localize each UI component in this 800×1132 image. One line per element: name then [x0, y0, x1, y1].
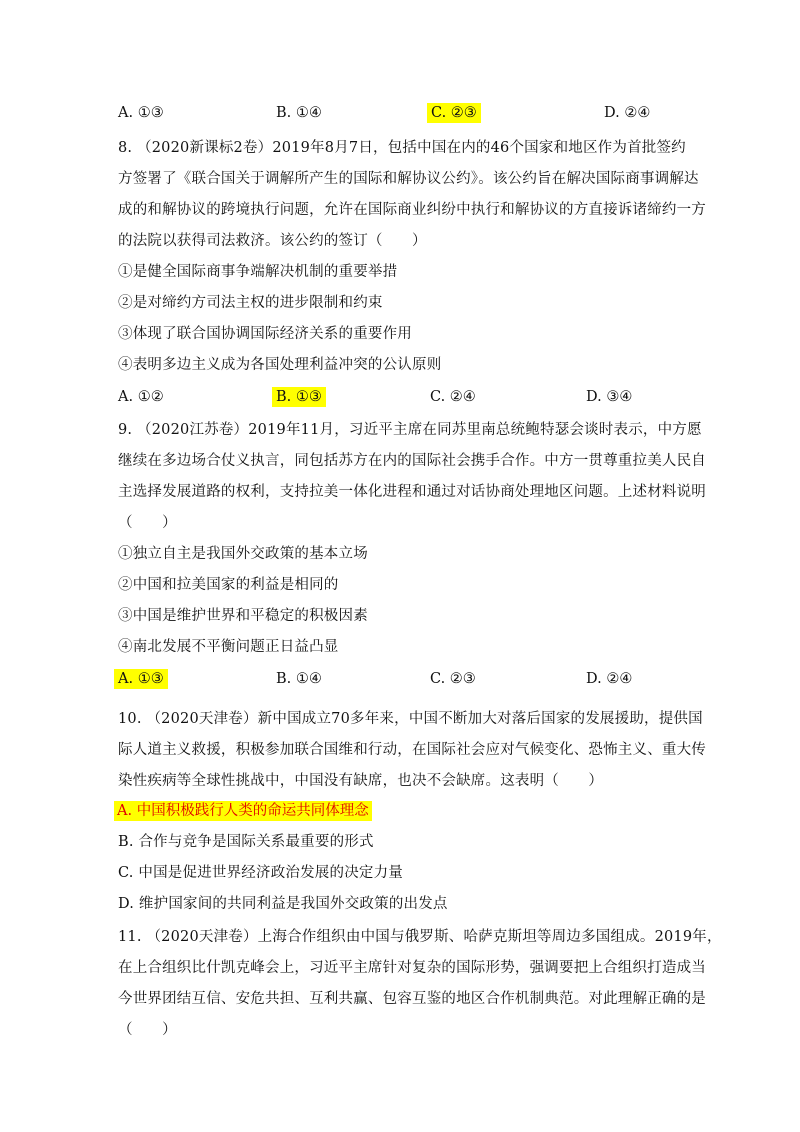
- q9-statement-1: ①独立自主是我国外交政策的基本立场: [118, 546, 368, 562]
- q10-stem-line-2: 际人道主义救援，积极参加联合国维和行动，在国际社会应对气候变化、恐怖主义、重大传: [118, 742, 706, 758]
- q9-stem-line-2: 继续在多边场合仗义执言，同包括苏方在内的国际社会携手合作。中方一贯尊重拉美人民自: [118, 453, 706, 469]
- q9-stem-line-4: （ ）: [118, 515, 177, 531]
- q8-option-b-highlighted: B. ①③: [272, 387, 326, 407]
- q8-statement-4: ④表明多边主义成为各国处理利益冲突的公认原则: [118, 357, 442, 373]
- q11-stem-line-4: （ ）: [118, 1022, 177, 1038]
- q11-stem-line-3: 今世界团结互信、安危共担、互利共赢、包容互鉴的地区合作机制典范。对此理解正确的是: [118, 991, 706, 1007]
- q7-option-a: A. ①③: [118, 105, 164, 121]
- q9-option-a-highlighted: A. ①③: [114, 669, 168, 689]
- q10-stem-line-1: 10. （2020天津卷）新中国成立70多年来，中国不断加大对落后国家的发展援助，提供国: [118, 711, 703, 727]
- q11-stem-line-1: 11. （2020天津卷）上海合作组织由中国与俄罗斯、哈萨克斯坦等周边多国组成。2019年，: [118, 929, 722, 945]
- q9-stem-line-1: 9. （2020江苏卷）2019年11月，习近平主席在同苏里南总统鲍特瑟会谈时表示，中方愿: [118, 422, 702, 438]
- q9-option-c: C. ②③: [430, 671, 476, 687]
- q8-stem-line-3: 成的和解协议的跨境执行问题，允许在国际商业纠纷中执行和解协议的方直接诉诸缔约一方: [118, 202, 706, 218]
- q9-option-d: D. ②④: [586, 671, 633, 687]
- q8-statement-1: ①是健全国际商事争端解决机制的重要举措: [118, 264, 398, 280]
- q10-option-b: B. 合作与竞争是国际关系最重要的形式: [118, 834, 374, 850]
- q9-statement-2: ②中国和拉美国家的利益是相同的: [118, 577, 339, 593]
- q9-stem-line-3: 主选择发展道路的权利，支持拉美一体化进程和通过对话协商处理地区问题。上述材料说明: [118, 484, 706, 500]
- q9-option-b: B. ①④: [276, 671, 322, 687]
- q8-stem-line-4: 的法院以获得司法救济。该公约的签订（ ）: [118, 233, 427, 249]
- q8-stem-line-2: 方签署了《联合国关于调解所产生的国际和解协议公约》。该公约旨在解决国际商事调解达: [118, 171, 699, 187]
- q8-option-a: A. ①②: [118, 389, 164, 405]
- q8-stem-line-1: 8. （2020新课标2卷）2019年8月7日，包括中国在内的46个国家和地区作为首批签约: [118, 140, 686, 156]
- q8-option-d: D. ③④: [586, 389, 633, 405]
- q8-statement-3: ③体现了联合国协调国际经济关系的重要作用: [118, 326, 412, 342]
- q7-option-d: D. ②④: [604, 105, 651, 121]
- q10-option-d: D. 维护国家间的共同利益是我国外交政策的出发点: [118, 896, 448, 912]
- q10-option-c: C. 中国是促进世界经济政治发展的决定力量: [118, 865, 403, 881]
- q8-option-c: C. ②④: [430, 389, 476, 405]
- q10-answer-highlighted: A. 中国积极践行人类的命运共同体理念: [114, 801, 372, 821]
- q10-stem-line-3: 染性疾病等全球性挑战中，中国没有缺席，也决不会缺席。这表明（ ）: [118, 773, 604, 789]
- q7-option-b: B. ①④: [276, 105, 322, 121]
- q7-option-c-highlighted: C. ②③: [427, 103, 481, 123]
- q9-statement-3: ③中国是维护世界和平稳定的积极因素: [118, 608, 368, 624]
- q8-statement-2: ②是对缔约方司法主权的进步限制和约束: [118, 295, 383, 311]
- q9-statement-4: ④南北发展不平衡问题正日益凸显: [118, 639, 339, 655]
- q11-stem-line-2: 在上合组织比什凯克峰会上，习近平主席针对复杂的国际形势，强调要把上合组织打造成当: [118, 960, 706, 976]
